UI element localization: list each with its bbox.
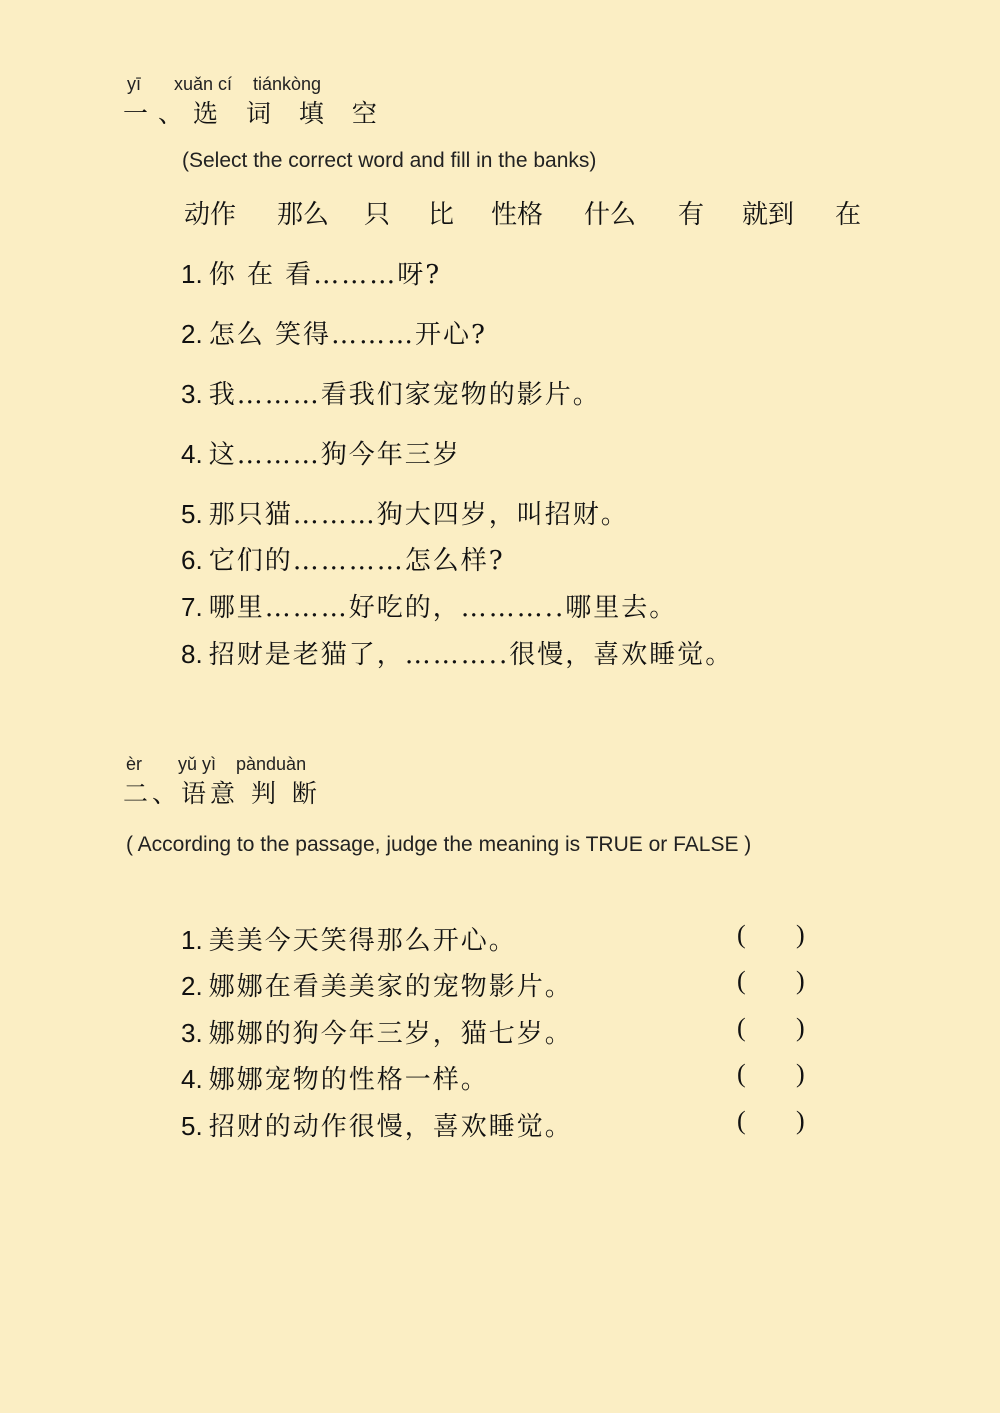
paren-open: (: [737, 966, 746, 995]
item-text: 招财的动作很慢，喜欢睡觉。: [208, 1112, 573, 1142]
pinyin-er: èr: [126, 754, 143, 774]
paren-open: (: [737, 1013, 746, 1042]
item-number: 5.: [181, 1111, 203, 1141]
answer-blank[interactable]: [0, 1059, 1000, 1095]
pinyin-yi: yī: [127, 74, 142, 94]
section1-instruction: (Select the correct word and fill in the banks): [182, 149, 597, 172]
section1-heading: 一、选 词 填 空: [123, 99, 387, 128]
paren-close: ): [796, 966, 805, 995]
item-text: 娜娜的狗今年三岁，猫七岁。: [208, 1019, 573, 1049]
fill-blank-item: [181, 314, 487, 351]
item-text: 哪里………好吃的，………..哪里去。: [208, 593, 678, 623]
item-number: 5.: [181, 499, 203, 529]
item-number: 2.: [181, 971, 203, 1001]
item-text: 招财是老猫了，………..很慢，喜欢睡觉。: [208, 640, 734, 670]
item-text: 你 在 看………呀?: [208, 260, 442, 290]
word-bank-item: 有: [678, 200, 705, 230]
word-bank-item: 动作: [184, 200, 237, 230]
item-number: 4.: [181, 439, 203, 469]
paren-close: ): [796, 1106, 805, 1135]
item-text: 娜娜在看美美家的宠物影片。: [208, 972, 573, 1002]
fill-blank-item: [181, 434, 461, 471]
item-text: 娜娜宠物的性格一样。: [208, 1065, 489, 1095]
word-bank-item: 比: [428, 200, 455, 230]
item-text: 这………狗今年三岁: [208, 440, 461, 470]
item-text: 怎么 笑得………开心?: [208, 320, 487, 350]
word-bank-item: 只: [364, 200, 391, 230]
answer-blank[interactable]: [0, 1106, 1000, 1142]
word-bank-item: 就到: [742, 200, 795, 230]
word-bank-item: 那么: [277, 200, 330, 230]
item-number: 8.: [181, 639, 203, 669]
item-text: 我………看我们家宠物的影片。: [208, 380, 601, 410]
item-text: 它们的…………怎么样?: [208, 546, 505, 576]
fill-blank-item: [181, 494, 629, 531]
item-number: 1.: [181, 259, 203, 289]
paren-open: (: [737, 920, 746, 949]
pinyin-yuyi: yǔ yì: [178, 754, 217, 774]
item-number: 3.: [181, 379, 203, 409]
fill-blank-item: [181, 587, 677, 624]
fill-blank-item: [181, 254, 441, 291]
word-bank-item: 性格: [491, 200, 544, 230]
word-bank-item: 什么: [584, 200, 637, 230]
paren-close: ): [796, 1013, 805, 1042]
answer-blank[interactable]: [0, 920, 1000, 956]
item-number: 1.: [181, 925, 203, 955]
answer-blank[interactable]: [0, 1013, 1000, 1049]
paren-close: ): [796, 920, 805, 949]
pinyin-tiankong: tiánkòng: [253, 74, 322, 94]
fill-blank-item: [181, 634, 733, 671]
item-text: 美美今天笑得那么开心。: [208, 926, 517, 956]
pinyin-panduan: pànduàn: [236, 754, 307, 774]
item-number: 3.: [181, 1018, 203, 1048]
fill-blank-item: [181, 374, 601, 411]
section2-instruction: ( According to the passage, judge the meaning is TRUE or FALSE ): [126, 833, 752, 856]
paren-close: ): [796, 1059, 805, 1088]
item-number: 2.: [181, 319, 203, 349]
fill-blank-item: [181, 540, 505, 577]
answer-blank[interactable]: [0, 966, 1000, 1002]
word-bank: [0, 194, 1000, 234]
item-text: 那只猫………狗大四岁，叫招财。: [208, 500, 629, 530]
paren-open: (: [737, 1059, 746, 1088]
pinyin-xuanci: xuǎn cí: [174, 74, 233, 94]
section2-heading: 二、语意 判 断: [123, 779, 321, 808]
item-number: 7.: [181, 592, 203, 622]
word-bank-item: 在: [835, 200, 862, 230]
item-number: 6.: [181, 545, 203, 575]
item-number: 4.: [181, 1064, 203, 1094]
paren-open: (: [737, 1106, 746, 1135]
